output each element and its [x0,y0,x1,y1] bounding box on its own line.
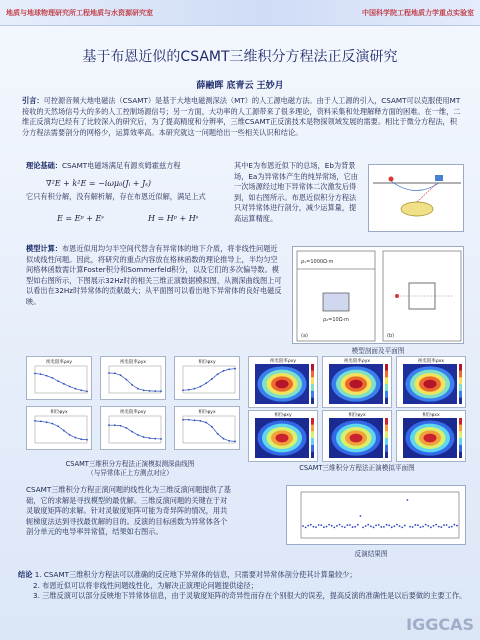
sounding-curve-point [199,386,201,388]
plane-map-colorbar-segment [311,431,314,438]
sounding-curve-line [109,425,161,439]
sounding-curves-caption-main: CSAMT三维积分方程法正演模拟测深曲线图 [65,460,195,468]
inversion-result-point [440,526,442,528]
inversion-result-point [305,526,307,528]
sounding-curve-point [194,419,196,421]
sounding-curve-point [80,389,82,391]
conclusion-label: 结论 [18,570,33,579]
plane-map-colorbar-segment [459,445,462,452]
conclusion-item-2: 2. 布恩近似可以将非线性问题线性化，为解决正演理论问题提供途径； [33,580,258,590]
inversion-result-point [425,524,427,526]
inversion-result-point [362,526,364,528]
sounding-curve-line [35,374,87,392]
plane-map-colorbar-segment [311,425,314,432]
sounding-curve-panel [100,356,166,400]
sounding-curve-svg [27,357,91,399]
sounding-curve-point [154,438,156,440]
plane-map-colorbar-segment [459,418,462,425]
sounding-curve-point [46,421,48,423]
conclusion-item-1: 1. CSAMT三维积分方程法可以准确的反应地下异常体的信息，只需要对异常体剖分使其计算量较少； [34,570,357,579]
inversion-section: CSAMT三维积分方程正演问题的线性化为三维反演问题提供了基础，它的求解是寻找模型的最优解。三维反演问题的关键在于对灵敏度矩阵的求解。针对灵敏度矩阵可能为奇异阵的情况，用共轭梯度法达到寻找最优解的目的。反演的目标函数为异常体各个剖分单元的电导率异常值，结果如右图示。 [26,485,231,537]
inversion-result-point [422,526,424,528]
plane-map-svg [397,357,465,407]
sounding-curve-svg [175,357,239,399]
sounding-curve-point [108,424,110,426]
theory-intro: CSAMT电磁场满足有源亥姆霍兹方程 [61,161,181,170]
sounding-curve-title: 相位φyx [50,410,68,415]
model-section [26,244,282,308]
sounding-curve-point [57,380,59,382]
sounding-curve-point [120,374,122,376]
model-depth-label-1: ρ₁=1000Ω·m [301,259,334,265]
inversion-result-point [375,524,377,526]
inversion-result-point [388,524,390,526]
plane-map-title: 视电阻率ρxx [417,359,445,364]
sounding-curve-point [131,384,133,386]
plane-map-colorbar-segment [385,391,388,398]
poster-title: 基于布恩近似的CSAMT三维积分方程法正反演研究 [82,49,398,65]
plane-map-panel [248,410,318,462]
inversion-result-point [323,526,325,528]
plane-map-colorbar-segment [385,431,388,438]
plane-map-colorbar-segment [311,364,314,371]
inversion-result-svg [287,486,467,546]
sounding-curve-title: 相位φyx [198,410,216,415]
inversion-result-point [435,524,437,526]
plane-map-colorbar-segment [385,364,388,371]
plane-map-colorbar-segment [311,418,314,425]
sounding-curve-line [183,369,235,391]
sounding-curve-point [125,427,127,429]
plane-map-colorbar-segment [385,451,388,458]
plane-map-colorbar-segment [385,418,388,425]
inversion-result-point [365,525,367,527]
inversion-result-point [409,526,411,528]
inversion-result-point [427,525,429,527]
sounding-curve-point [205,422,207,424]
plane-map-contour [276,434,289,443]
born-diagram-svg [369,165,465,233]
inversion-result-point [336,525,338,527]
sounding-curve-point [143,436,145,438]
plane-map-colorbar-segment [459,377,462,384]
inversion-result-point [448,526,450,528]
inversion-result-point [370,525,372,527]
sounding-curve-title: 视电阻率ρyx [119,360,147,365]
inversion-result-point [399,525,401,527]
sounding-curve-point [234,368,236,370]
sounding-curve-point [80,438,82,440]
sounding-curve-point [69,386,71,388]
plane-map-svg [249,357,317,407]
sounding-curve-point [188,389,190,391]
inversion-result-point [328,524,330,526]
plane-map-contour [276,380,289,389]
plane-map-colorbar-segment [385,377,388,384]
plane-map-colorbar-segment [385,438,388,445]
theory-right-text: 其中E为布恩近似下的总场，Eb为背景场，Ea为异常体产生的纯异常场，它由一次场源经过地下异常体二次激发后得到，如右图所示。布恩近似积分方程法只对异常体进行剖分，减少运算量，提高运算精度。 [234,161,358,223]
plane-map-title: 视电阻率ρxy [269,359,297,364]
plane-map-colorbar-segment [459,391,462,398]
sounding-curve-point [125,379,127,381]
e-field-formula: E = Eᵖ + Eˢ [57,214,104,223]
inversion-result-point [446,524,448,526]
inversion-result-point [360,515,362,517]
abstract-label: 引言： [22,96,44,105]
sounding-curve-svg [175,407,239,449]
inversion-result-point [438,526,440,528]
sounding-curve-point [160,390,162,392]
sounding-curve-line [109,373,161,391]
plane-map-panel [396,356,466,408]
sounding-curve-point [131,431,133,433]
plane-map-contour [424,434,437,443]
sounding-curve-point [86,390,88,392]
inversion-result-point [391,526,393,528]
model-text: 布恩近似用均匀半空间代替含有异常体的地下介质，将非线性问题近似成线性问题。因此，将研究的重点内容放在格林函数的理论推导上，半均匀空间格林函数需计算Foster积分和Sommerfeld积分，以及它们的多次偏导数。模型如右图所示，下图展示32Hz时的相关三维正演数据模拟图，从测深曲线图上可以看出在32Hz时异常体的贡献最大；从平面图可以看出地下异常体的良好电磁反映。 [26,244,282,306]
sounding-curve-point [86,439,88,441]
sounding-curves-caption [26,460,234,478]
plane-map-colorbar-segment [385,425,388,432]
sounding-curve-panel [174,356,240,400]
model-depth-label-2: ρ₂=10Ω·m [323,317,350,323]
inversion-result-point [407,499,409,501]
inversion-result-point [326,526,328,528]
sounding-curve-title: 视电阻率ρxy [119,410,147,415]
plane-map-contour [350,434,363,443]
sounding-curve-point [228,368,230,370]
plane-map-colorbar-segment [311,371,314,378]
plane-map-svg [323,357,391,407]
sounding-curve-title: 相位φxy [198,360,216,365]
inversion-result-point [443,524,445,526]
plane-map-colorbar-segment [311,451,314,458]
inversion-result-point [451,526,453,528]
plane-map-title: 相位φxy [274,413,292,418]
sounding-curve-point [211,426,213,428]
sounding-curve-point [217,433,219,435]
plane-map-svg [323,411,391,461]
inversion-result-point [430,526,432,528]
plane-map-colorbar-segment [385,371,388,378]
sounding-curve-line [183,420,235,442]
plane-map-colorbar-segment [459,425,462,432]
plane-map-colorbar-segment [385,384,388,391]
inversion-result-point [333,526,335,528]
inversion-result-point [420,526,422,528]
sounding-curve-point [223,438,225,440]
plane-map-panel [248,356,318,408]
plane-map-title: 视电阻率ρyx [343,359,371,364]
plane-map-colorbar-segment [311,445,314,452]
inversion-result-point [383,526,385,528]
plane-map-colorbar-segment [385,397,388,404]
abstract-section [22,96,462,138]
sounding-curve-panel [100,406,166,450]
inversion-result-point [344,526,346,528]
sounding-curve-frame [35,366,87,393]
inversion-result-point [354,526,356,528]
plane-map-colorbar-segment [459,431,462,438]
sounding-curve-point [137,434,139,436]
plane-map-colorbar-segment [311,391,314,398]
inversion-result-point [393,525,395,527]
sounding-curve-svg [27,407,91,449]
sounding-curve-point [160,438,162,440]
inversion-result-point [357,524,359,526]
sounding-curve-point [182,389,184,391]
plane-map-contour [350,380,363,389]
plane-map-svg [397,411,465,461]
plane-map-title: 相位φxx [422,413,440,418]
sounding-curve-point [75,437,77,439]
inversion-result-point [331,525,333,527]
model-panel-label-a: (a) [301,333,308,339]
sounding-curve-point [228,440,230,442]
inversion-result-point [313,526,315,528]
sounding-curve-point [108,372,110,374]
h-field-formula: H = Hᵖ + Hˢ [148,214,199,223]
sounding-curve-point [40,421,42,423]
sounding-curve-point [211,378,213,380]
sounding-curve-svg [101,407,165,449]
sounding-curve-point [114,372,116,374]
inversion-result-point [349,524,351,526]
plane-map-panel [396,410,466,462]
inversion-result-point [396,524,398,526]
sounding-curves-caption-sub: （与异常体正上方测点对应） [87,469,173,477]
sounding-curve-point [120,425,122,427]
sounding-curve-point [149,390,151,392]
plane-map-panel [322,356,392,408]
sounding-curve-point [75,388,77,390]
inversion-result-point [456,525,458,527]
sounding-curve-point [63,383,65,385]
inversion-result-point [339,524,341,526]
inversion-result-point [378,524,380,526]
plane-map-colorbar-segment [311,397,314,404]
inversion-result-point [412,526,414,528]
sounding-curve-point [223,370,225,372]
inversion-result-point [310,524,312,526]
sounding-curve-point [182,419,184,421]
sounding-curve-point [188,419,190,421]
sounding-curve-point [69,434,71,436]
plane-map-colorbar-segment [385,445,388,452]
plane-map-colorbar-segment [459,397,462,404]
sounding-curve-panel [26,406,92,450]
sounding-curve-point [51,423,53,425]
sounding-curve-point [194,388,196,390]
inversion-result-point [401,526,403,528]
sounding-curve-title: 视电阻率ρxy [45,360,73,365]
sounding-curve-point [154,390,156,392]
sounding-curve-point [205,382,207,384]
sounding-curve-point [199,420,201,422]
sounding-curve-svg [101,357,165,399]
theory-label: 理论基础： [26,161,62,170]
sounding-curve-point [63,430,65,432]
born-approx-diagram [368,164,464,232]
model-label: 模型计算： [26,244,62,253]
inversion-result-point [346,524,348,526]
inversion-result-point [386,524,388,526]
sounding-curve-panel [174,406,240,450]
plane-map-title: 相位φyx [348,413,366,418]
theory-mid: 它只有积分解，没有解析解，存在布恩近似解，满足上式 [26,191,206,201]
sounding-curve-point [114,424,116,426]
sounding-curve-frame [109,366,161,393]
inversion-result-point [453,524,455,526]
header-institute-right: 中国科学院工程地质力学重点实验室 [362,8,474,17]
sounding-curve-point [57,425,59,427]
model-figure-svg [293,247,465,345]
plane-map-colorbar-segment [311,438,314,445]
plane-map-panel [322,410,392,462]
inversion-result-point [352,526,354,528]
plane-map-colorbar-segment [459,451,462,458]
helmholtz-formula: ∇²E + k²E = −iωμ₀(Jᵢ + Jₛ) [46,179,152,188]
inversion-result-point [414,524,416,526]
abstract-text: 可控源音频大地电磁法（CSAMT）是基于大地电磁测深法（MT）的人工源电磁方法。由于人工源的引入，CSAMT可以克服使用MT接收的天然场信号大的多的人工控制场源信号；另一方面，大功率的人工源带来了很多理论，资料采集和处理解释方面的困难。在一维，二维正反演均已经有了比较深入的研究后，为了提高精度和分辨率，三维CSAMT正反演技术是物探领域发展的需要。相比于微分方程法，积分方程法需要剖分的网格少，运算效率高。本研究就这一问题给出一些相关认识和结论。 [22,96,461,137]
model-panel-label-b: (b) [387,333,395,339]
sounding-curve-line [35,421,87,440]
plane-map-colorbar-segment [311,377,314,384]
sounding-curve-panel [26,356,92,400]
plane-map-svg [249,411,317,461]
plane-maps-caption: CSAMT三维积分方程法正演模拟平面图 [299,464,415,472]
sounding-curve-point [137,388,139,390]
plane-map-colorbar-segment [311,384,314,391]
sounding-curve-frame [109,416,161,443]
conclusion-section [18,570,468,602]
conclusion-item-3: 3. 三维反演可以部分反映地下异常体信息，由于灵敏度矩阵的奇异性而存在个别很大的误差，提高反演的准确性是以后要做的主要工作。 [33,591,467,601]
inversion-result-point [315,526,317,528]
inversion-result-point [373,526,375,528]
model-figure [292,246,464,344]
sounding-curve-point [46,375,48,377]
poster-authors: 薛融晖 底青云 王妙月 [196,81,284,91]
inversion-result-point [307,525,309,527]
sounding-curve-point [40,373,42,375]
plane-map-colorbar-segment [459,438,462,445]
inversion-result-caption: 反演结果图 [354,550,388,558]
inversion-result-point [320,524,322,526]
inversion-result-point [433,525,435,527]
plane-map-contour [424,380,437,389]
header-institute-left: 地质与地球物理研究所工程地质与水资源研究室 [6,8,153,17]
sounding-curve-point [51,377,53,379]
model-figure-caption: 模型剖面及平面图 [351,347,405,355]
plane-map-colorbar-segment [459,384,462,391]
inversion-result-point [380,526,382,528]
header-strip [0,0,480,26]
sounding-curve-point [143,389,145,391]
inversion-result-point [318,524,320,526]
sounding-curve-point [34,373,36,375]
sounding-curve-point [34,420,36,422]
sounding-curve-point [149,437,151,439]
inversion-result-point [404,525,406,527]
inversion-result-point [341,526,343,528]
inversion-result-point [367,524,369,526]
inversion-result-point [302,525,304,527]
plane-map-colorbar-segment [459,364,462,371]
inversion-result-figure [286,485,466,545]
sounding-curve-point [234,440,236,442]
watermark-logo: IGGCAS [406,615,474,634]
plane-map-colorbar-segment [459,371,462,378]
sounding-curve-point [217,373,219,375]
inversion-result-point [417,524,419,526]
